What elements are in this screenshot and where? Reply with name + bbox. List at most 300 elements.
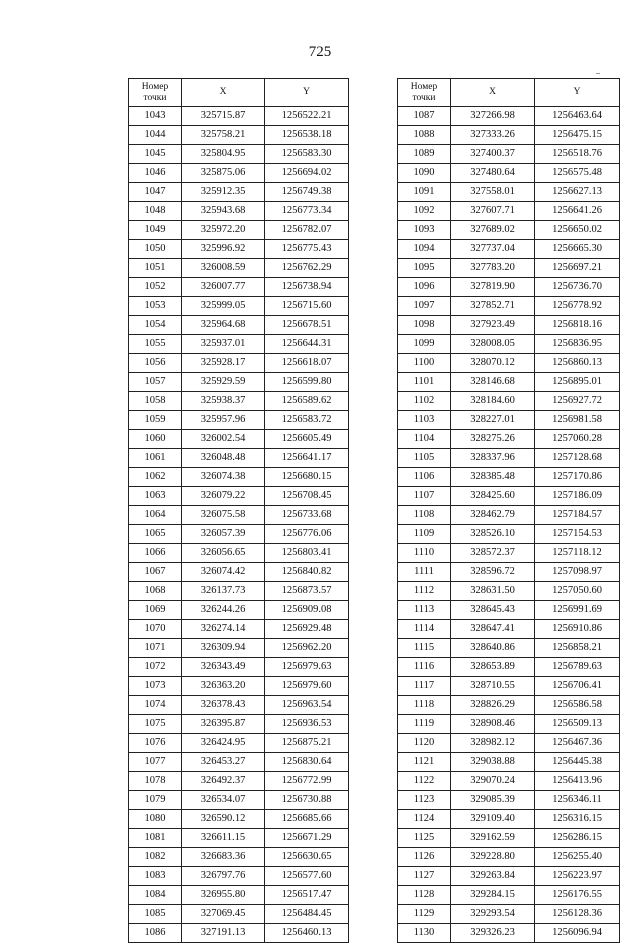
cell-x: 326534.07 [182,791,265,810]
cell-x: 328385.48 [451,468,535,487]
cell-x: 328640.86 [451,639,535,658]
cell-y: 1256522.21 [265,107,349,126]
cell-x: 326492.37 [182,772,265,791]
cell-x: 327191.13 [182,924,265,943]
table-row [398,335,620,354]
cell-x: 325996.92 [182,240,265,259]
cell-y: 1256286.15 [535,829,620,848]
cell-x: 329109.40 [451,810,535,829]
table-row [398,316,620,335]
cell-y: 1256346.11 [535,791,620,810]
cell-x: 327783.20 [451,259,535,278]
cell-y: 1256096.94 [535,924,620,943]
cell-point-number: 1120 [398,734,451,753]
table-row [398,734,620,753]
table-row [398,278,620,297]
cell-point-number: 1077 [129,753,182,772]
table-row [398,677,620,696]
cell-point-number: 1098 [398,316,451,335]
table-row [129,278,349,297]
cell-y: 1256762.29 [265,259,349,278]
cell-y: 1256316.15 [535,810,620,829]
table-row [129,430,349,449]
table-row [129,259,349,278]
cell-y: 1256836.95 [535,335,620,354]
table-row [398,563,620,582]
cell-y: 1256509.13 [535,715,620,734]
cell-x: 325964.68 [182,316,265,335]
cell-y: 1256630.65 [265,848,349,867]
cell-x: 328227.01 [451,411,535,430]
cell-y: 1256929.48 [265,620,349,639]
cell-point-number: 1081 [129,829,182,848]
cell-y: 1256803.41 [265,544,349,563]
table-row [129,867,349,886]
table-row [129,658,349,677]
table-row [398,544,620,563]
cell-y: 1256583.72 [265,411,349,430]
table-body-left [129,107,349,943]
cell-point-number: 1088 [398,126,451,145]
cell-x: 326075.58 [182,506,265,525]
cell-point-number: 1110 [398,544,451,563]
cell-point-number: 1059 [129,411,182,430]
cell-y: 1256641.26 [535,202,620,221]
cell-y: 1256738.94 [265,278,349,297]
cell-x: 329228.80 [451,848,535,867]
table-row [129,240,349,259]
cell-point-number: 1111 [398,563,451,582]
table-row [129,715,349,734]
cell-y: 1256678.51 [265,316,349,335]
cell-point-number: 1102 [398,392,451,411]
cell-point-number: 1048 [129,202,182,221]
table-row [129,753,349,772]
cell-x: 326683.36 [182,848,265,867]
cell-x: 329162.59 [451,829,535,848]
table-row [398,392,620,411]
cell-x: 328710.55 [451,677,535,696]
table-row [129,487,349,506]
page-number: 725 [308,44,332,60]
cell-x: 327737.04 [451,240,535,259]
cell-x: 326797.76 [182,867,265,886]
table-row [129,297,349,316]
cell-y: 1256577.60 [265,867,349,886]
table-row [129,145,349,164]
cell-point-number: 1082 [129,848,182,867]
cell-point-number: 1068 [129,582,182,601]
table-row [129,449,349,468]
cell-x: 326137.73 [182,582,265,601]
cell-point-number: 1060 [129,430,182,449]
table-row [129,905,349,924]
table-row [398,449,620,468]
cell-y: 1256962.20 [265,639,349,658]
cell-point-number: 1054 [129,316,182,335]
table-row [398,259,620,278]
table-row [398,107,620,126]
cell-x: 328982.12 [451,734,535,753]
table-row [398,810,620,829]
cell-y: 1256775.43 [265,240,349,259]
cell-point-number: 1114 [398,620,451,639]
cell-x: 327689.02 [451,221,535,240]
cell-x: 326424.95 [182,734,265,753]
table-row [129,620,349,639]
cell-y: 1256715.60 [265,297,349,316]
cell-x: 325715.87 [182,107,265,126]
header-x: X [182,79,265,107]
table-row [129,316,349,335]
cell-point-number: 1115 [398,639,451,658]
table-row [398,240,620,259]
table-row [129,392,349,411]
table-row [129,202,349,221]
header-point-line1: Номер [410,81,438,92]
table-row [398,848,620,867]
cell-y: 1256467.36 [535,734,620,753]
table-header-row [129,79,349,107]
table-row [398,221,620,240]
cell-x: 326274.14 [182,620,265,639]
cell-y: 1256936.53 [265,715,349,734]
table-row [398,411,620,430]
table-row [129,335,349,354]
cell-point-number: 1124 [398,810,451,829]
table-row [398,867,620,886]
cell-point-number: 1129 [398,905,451,924]
cell-x: 326008.59 [182,259,265,278]
cell-point-number: 1101 [398,373,451,392]
table-row [129,411,349,430]
table-row [129,696,349,715]
cell-point-number: 1087 [398,107,451,126]
cell-y: 1256685.66 [265,810,349,829]
cell-x: 325943.68 [182,202,265,221]
cell-point-number: 1105 [398,449,451,468]
cell-x: 328647.41 [451,620,535,639]
table-row [129,639,349,658]
table-row [398,905,620,924]
cell-y: 1256460.13 [265,924,349,943]
cell-x: 327266.98 [451,107,535,126]
table-row [398,620,620,639]
cell-x: 327819.90 [451,278,535,297]
cell-point-number: 1050 [129,240,182,259]
cell-point-number: 1099 [398,335,451,354]
table-row [398,430,620,449]
cell-y: 1256665.30 [535,240,620,259]
cell-y: 1256733.68 [265,506,349,525]
cell-x: 327558.01 [451,183,535,202]
cell-x: 325929.59 [182,373,265,392]
cell-x: 326378.43 [182,696,265,715]
cell-point-number: 1051 [129,259,182,278]
cell-y: 1256789.63 [535,658,620,677]
cell-point-number: 1090 [398,164,451,183]
cell-x: 326395.87 [182,715,265,734]
cell-y: 1256599.80 [265,373,349,392]
cell-point-number: 1047 [129,183,182,202]
table-row [398,696,620,715]
cell-point-number: 1085 [129,905,182,924]
table-row [398,753,620,772]
table-row [129,164,349,183]
table-row [129,354,349,373]
cell-point-number: 1083 [129,867,182,886]
cell-x: 325758.21 [182,126,265,145]
cell-x: 326363.20 [182,677,265,696]
cell-y: 1256927.72 [535,392,620,411]
cell-point-number: 1097 [398,297,451,316]
table-row [129,772,349,791]
cell-x: 325972.20 [182,221,265,240]
cell-point-number: 1113 [398,601,451,620]
header-point-line2: точки [143,92,167,103]
cell-y: 1256680.15 [265,468,349,487]
cell-y: 1256909.08 [265,601,349,620]
cell-point-number: 1063 [129,487,182,506]
cell-point-number: 1092 [398,202,451,221]
cell-y: 1256223.97 [535,867,620,886]
cell-point-number: 1093 [398,221,451,240]
cell-x: 329263.84 [451,867,535,886]
cell-point-number: 1118 [398,696,451,715]
table-row [398,658,620,677]
cell-x: 328645.43 [451,601,535,620]
cell-point-number: 1127 [398,867,451,886]
table-row [398,373,620,392]
cell-x: 326048.48 [182,449,265,468]
cell-x: 328146.68 [451,373,535,392]
cell-x: 327480.64 [451,164,535,183]
cell-point-number: 1095 [398,259,451,278]
cell-y: 1256618.07 [265,354,349,373]
cell-point-number: 1055 [129,335,182,354]
cell-y: 1256736.70 [535,278,620,297]
cell-x: 328826.29 [451,696,535,715]
coordinates-table-right [397,78,620,943]
cell-y: 1256644.31 [265,335,349,354]
table-row [129,924,349,943]
cell-y: 1256708.45 [265,487,349,506]
cell-x: 326611.15 [182,829,265,848]
table-row [129,373,349,392]
cell-y: 1256858.21 [535,639,620,658]
cell-x: 326057.39 [182,525,265,544]
cell-x: 328653.89 [451,658,535,677]
table-row [398,126,620,145]
cell-x: 326244.26 [182,601,265,620]
cell-point-number: 1106 [398,468,451,487]
cell-point-number: 1086 [129,924,182,943]
cell-y: 1257128.68 [535,449,620,468]
cell-point-number: 1043 [129,107,182,126]
table-row [398,791,620,810]
cell-y: 1256818.16 [535,316,620,335]
cell-y: 1256128.36 [535,905,620,924]
cell-y: 1256517.47 [265,886,349,905]
cell-point-number: 1096 [398,278,451,297]
table-row [398,525,620,544]
cell-y: 1256782.07 [265,221,349,240]
cell-y: 1256518.76 [535,145,620,164]
cell-point-number: 1094 [398,240,451,259]
cell-y: 1257186.09 [535,487,620,506]
cell-x: 326590.12 [182,810,265,829]
cell-x: 327607.71 [451,202,535,221]
table-row [398,829,620,848]
cell-point-number: 1056 [129,354,182,373]
cell-point-number: 1075 [129,715,182,734]
table-row [129,791,349,810]
cell-x: 325804.95 [182,145,265,164]
cell-x: 325912.35 [182,183,265,202]
table-row [398,582,620,601]
cell-y: 1256463.64 [535,107,620,126]
cell-x: 329284.15 [451,886,535,905]
cell-x: 328337.96 [451,449,535,468]
cell-point-number: 1053 [129,297,182,316]
cell-y: 1256697.21 [535,259,620,278]
cell-point-number: 1108 [398,506,451,525]
cell-y: 1256895.01 [535,373,620,392]
cell-y: 1256981.58 [535,411,620,430]
cell-y: 1256583.30 [265,145,349,164]
cell-point-number: 1074 [129,696,182,715]
table-row [398,601,620,620]
cell-x: 325875.06 [182,164,265,183]
cell-point-number: 1117 [398,677,451,696]
cell-y: 1257154.53 [535,525,620,544]
cell-point-number: 1079 [129,791,182,810]
cell-y: 1256840.82 [265,563,349,582]
cell-x: 328425.60 [451,487,535,506]
cell-y: 1256991.69 [535,601,620,620]
cell-y: 1256538.18 [265,126,349,145]
table-row [398,183,620,202]
cell-x: 326074.38 [182,468,265,487]
cell-y: 1256706.41 [535,677,620,696]
cell-x: 328184.60 [451,392,535,411]
cell-y: 1257060.28 [535,430,620,449]
cell-y: 1256773.34 [265,202,349,221]
cell-x: 328275.26 [451,430,535,449]
cell-x: 328070.12 [451,354,535,373]
cell-y: 1256875.21 [265,734,349,753]
cell-y: 1256910.86 [535,620,620,639]
header-point-line1: Номер [141,81,169,92]
table-row [129,734,349,753]
cell-point-number: 1052 [129,278,182,297]
cell-y: 1256778.92 [535,297,620,316]
table-row [398,924,620,943]
table-row [398,886,620,905]
cell-y: 1256860.13 [535,354,620,373]
header-y: Y [535,79,620,107]
table-body-right [398,107,620,943]
cell-point-number: 1066 [129,544,182,563]
cell-point-number: 1126 [398,848,451,867]
cell-y: 1256605.49 [265,430,349,449]
cell-x: 329070.24 [451,772,535,791]
table-row [129,221,349,240]
table-row [129,525,349,544]
header-point-number [129,79,182,107]
table-row [398,164,620,183]
header-y: Y [265,79,349,107]
cell-y: 1256749.38 [265,183,349,202]
cell-y: 1257050.60 [535,582,620,601]
cell-y: 1256671.29 [265,829,349,848]
cell-point-number: 1089 [398,145,451,164]
cell-point-number: 1064 [129,506,182,525]
cell-x: 325938.37 [182,392,265,411]
cell-point-number: 1049 [129,221,182,240]
header-point-number [398,79,451,107]
cell-point-number: 1045 [129,145,182,164]
cell-point-number: 1125 [398,829,451,848]
cell-point-number: 1057 [129,373,182,392]
cell-x: 326074.42 [182,563,265,582]
cell-y: 1256694.02 [265,164,349,183]
table-row [398,468,620,487]
cell-point-number: 1080 [129,810,182,829]
cell-x: 326056.65 [182,544,265,563]
table-row [129,563,349,582]
cell-point-number: 1065 [129,525,182,544]
table-row [398,202,620,221]
cell-y: 1256575.48 [535,164,620,183]
cell-x: 329085.39 [451,791,535,810]
cell-x: 328596.72 [451,563,535,582]
cell-x: 325937.01 [182,335,265,354]
table-header-row [398,79,620,107]
table-row [398,297,620,316]
cell-point-number: 1044 [129,126,182,145]
cell-x: 328462.79 [451,506,535,525]
cell-y: 1256641.17 [265,449,349,468]
cell-point-number: 1070 [129,620,182,639]
cell-x: 329326.23 [451,924,535,943]
cell-point-number: 1072 [129,658,182,677]
cell-point-number: 1100 [398,354,451,373]
cell-x: 328631.50 [451,582,535,601]
table-row [398,506,620,525]
table-row [129,582,349,601]
cell-x: 328526.10 [451,525,535,544]
cell-y: 1256586.58 [535,696,620,715]
cell-point-number: 1116 [398,658,451,677]
cell-y: 1256979.60 [265,677,349,696]
cell-x: 326002.54 [182,430,265,449]
table-row [129,107,349,126]
table-row [398,354,620,373]
cell-y: 1256627.13 [535,183,620,202]
cell-point-number: 1046 [129,164,182,183]
cell-y: 1256830.64 [265,753,349,772]
cell-point-number: 1076 [129,734,182,753]
cell-y: 1256255.40 [535,848,620,867]
cell-y: 1257118.12 [535,544,620,563]
table-row [129,126,349,145]
table-row [129,468,349,487]
cell-x: 328008.05 [451,335,535,354]
cell-y: 1257184.57 [535,506,620,525]
cell-y: 1256589.62 [265,392,349,411]
cell-x: 326453.27 [182,753,265,772]
